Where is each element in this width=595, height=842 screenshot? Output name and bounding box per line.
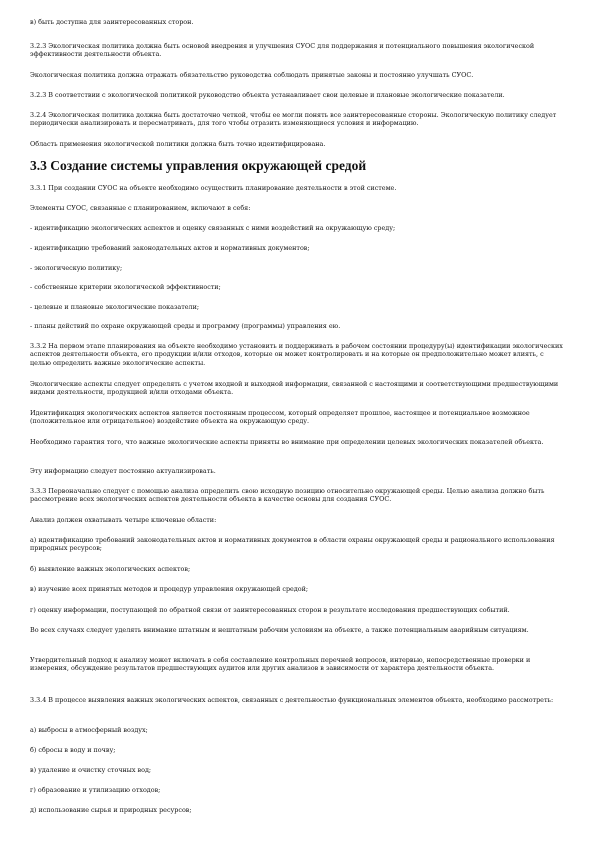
list-item: - экологическую политику; bbox=[30, 264, 123, 272]
list-item: д) использование сырья и природных ресурсов; bbox=[30, 806, 192, 814]
paragraph: 3.3.2 На первом этапе планирования на объекте необходимо установить и поддерживать в рабочем состоянии процедуру(ы) идентификации экологических аспектов деятельности объекта, его продукции и/или отходов, которые он может контролировать и на которые он предположительно может влиять, с целью определить важные экологические аспекты. bbox=[30, 342, 563, 367]
paragraph: Идентификация экологических аспектов является постоянным процессом, который определяет прошлое, настоящее и потенциальное возможное (положительное или отрицательное) воздействие объекта на окружающую среду. bbox=[30, 409, 530, 426]
list-item: - идентификацию требований законодательных актов и нормативных документов; bbox=[30, 244, 310, 252]
paragraph: Во всех случаях следует уделять внимание штатным и нештатным рабочим условиям на объекте, а также потенциальным аварийным ситуациям. bbox=[30, 626, 529, 634]
paragraph: Экологическая политика должна отражать обязательство руководства соблюдать принятые законы и постоянно улучшать СУОС. bbox=[30, 71, 474, 79]
list-item: б) выявление важных экологических аспектов; bbox=[30, 565, 191, 573]
paragraph: 3.2.4 Экологическая политика должна быть достаточно четкой, чтобы ее могли понять все заинтересованные стороны. Экологическую политику следует периодически анализировать и пересматривать, для того чтобы отразить изменяющиеся условия и информацию. bbox=[30, 111, 557, 128]
section-heading: 3.3 Создание системы управления окружающей средой bbox=[30, 158, 367, 173]
list-item: - целевые и плановые экологические показатели; bbox=[30, 303, 200, 311]
list-item: г) образование и утилизацию отходов; bbox=[30, 786, 161, 794]
list-item: - планы действий по охране окружающей среды и программу (программы) управления ею. bbox=[30, 322, 341, 330]
paragraph: Утвердительный подход к анализу может включать в себя составление контрольных перечней вопросов, интервью, непосредственные проверки и измерения, обсуждение результатов предшествующих аудитов или других анализов в зависимости от характера деятельности объекта. bbox=[30, 656, 531, 673]
paragraph: Элементы СУОС, связанные с планированием, включают в себя: bbox=[30, 204, 251, 212]
list-item: - собственные критерии экологической эффективности; bbox=[30, 283, 221, 291]
list-item: в) удаление и очистку сточных вод; bbox=[30, 766, 152, 774]
paragraph: 3.3.4 В процессе выявления важных экологических аспектов, связанных с деятельностью функциональных элементов объекта, необходимо рассмотреть: bbox=[30, 696, 554, 704]
list-item: а) выбросы в атмосферный воздух; bbox=[30, 726, 148, 734]
paragraph: 3.2.3 В соответствии с экологической политикой руководство объекта устанавливает свои целевые и плановые экологические показатели. bbox=[30, 91, 505, 99]
paragraph: Анализ должен охватывать четыре ключевые области: bbox=[30, 516, 217, 524]
paragraph: Необходимо гарантия того, что важные экологические аспекты приняты во внимание при определении целевых экологических показателей объекта. bbox=[30, 438, 544, 446]
list-item: б) сбросы в воду и почву; bbox=[30, 746, 116, 754]
list-item: в) изучение всех принятых методов и процедур управления окружающей средой; bbox=[30, 585, 309, 593]
paragraph: Область применения экологической политики должна быть точно идентифицирована. bbox=[30, 140, 326, 148]
paragraph: 3.2.3 Экологическая политика должна быть основой внедрения и улучшения СУОС для поддержания и потенциального повышения экологической эффективности деятельности объекта. bbox=[30, 42, 535, 59]
list-item: - идентификацию экологических аспектов и оценку связанных с ними воздействий на окружающую среду; bbox=[30, 224, 396, 232]
list-item: а) идентификацию требований законодательных актов и нормативных документов в области охраны окружающей среды и рационального использования природных ресурсов; bbox=[30, 536, 555, 553]
paragraph: Экологические аспекты следует определять с учетом входной и выходной информации, связанной с настоящими и соответствующими предшествующими видами деятельности, продукцией и/или отходами объекта. bbox=[30, 380, 559, 397]
paragraph: в) быть доступна для заинтересованных сторон. bbox=[30, 18, 194, 26]
paragraph: 3.3.1 При создании СУОС на объекте необходимо осуществить планирование деятельности в этой системе. bbox=[30, 184, 397, 192]
list-item: г) оценку информации, поступающей по обратной связи от заинтересованных сторон в результате исследования предшествующих событий. bbox=[30, 606, 510, 614]
paragraph: 3.3.3 Первоначально следует с помощью анализа определить свою исходную позицию относительно окружающей среды. Целью анализа должно быть рассмотрение всех экологических аспектов деятельности объекта в качестве основы для создания СУОС. bbox=[30, 487, 545, 504]
paragraph: Эту информацию следует постоянно актуализировать. bbox=[30, 467, 216, 475]
